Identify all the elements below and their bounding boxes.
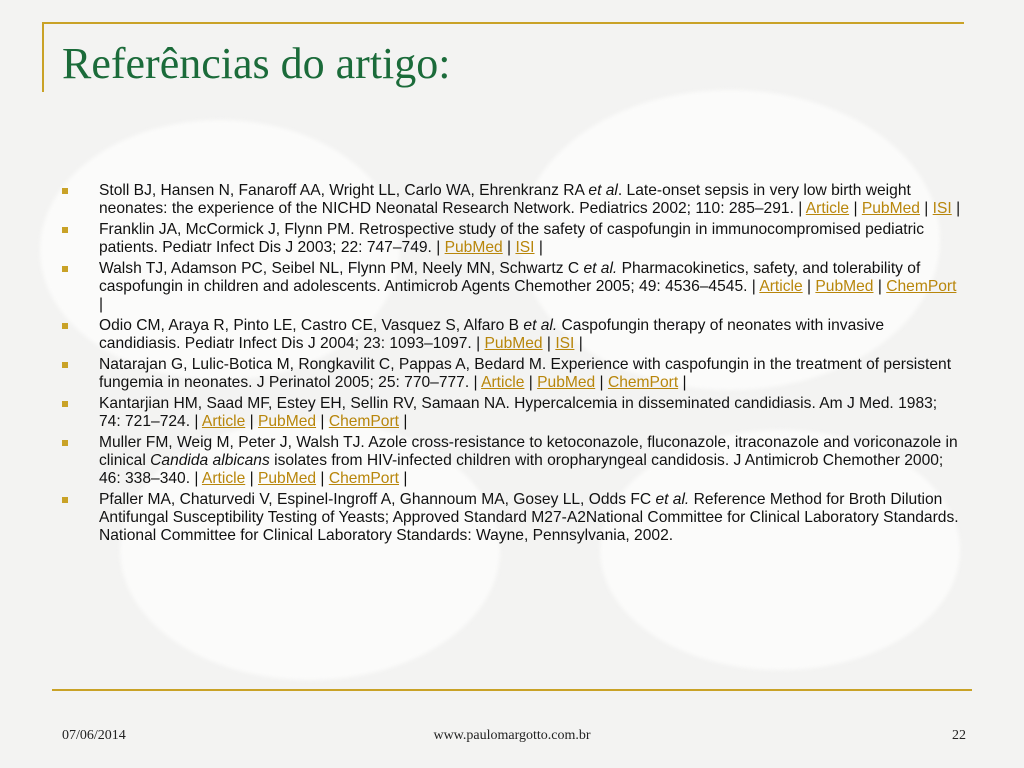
reference-italic: et al <box>588 182 618 199</box>
reference-link-chemport[interactable]: ChemPort <box>328 413 400 430</box>
reference-link-chemport[interactable]: ChemPort <box>607 374 679 391</box>
reference-item: Muller FM, Weig M, Peter J, Walsh TJ. Azole cross-resistance to ketoconazole, fluconazole, itraconazole and voriconazole in clinical Candida albicans isolates from HIV-infected children with oropharyngeal candidosis. J Antimicrob Chemother 2000; 46: 338–340. | Article | PubMed | ChemPort | <box>62 434 962 488</box>
reference-item: Natarajan G, Lulic-Botica M, Rongkavilit C, Pappas A, Bedard M. Experience with caspofungin in the treatment of persistent fungemia in neonates. J Perinatol 2005; 25: 770–777. | Article | PubMed | ChemPort | <box>62 356 962 392</box>
reference-text: isolates from HIV-infected children with oropharyngeal candidosis. J Antimicrob Chemother 2000; 46: 338–340. | <box>99 452 944 487</box>
reference-text: Reference Method for Broth Dilution Antifungal Susceptibility Testing of Yeasts; Approved Standard M27-A2National Committee for Clinical Laboratory Standards. National Committee for Clinical Laboratory Standards: Wayne, Pennsylvania, 2002. <box>99 491 959 544</box>
footer-date: 07/06/2014 <box>62 728 126 743</box>
footer-page-number: 22 <box>952 728 966 743</box>
reference-link-article[interactable]: Article <box>759 278 803 295</box>
footer-website: www.paulomargotto.com.br <box>433 728 591 743</box>
reference-item: Franklin JA, McCormick J, Flynn PM. Retrospective study of the safety of caspofungin in immunocompromised pediatric patients. Pediatr Infect Dis J 2003; 22: 747–749. | PubMed | ISI | <box>62 221 962 257</box>
reference-text: Muller FM, Weig M, Peter J, Walsh TJ. Azole cross-resistance to ketoconazole, fluconazole, itraconazole and voriconazole in clinical <box>99 434 958 469</box>
reference-link-pubmed[interactable]: PubMed <box>444 239 503 256</box>
reference-text: Walsh TJ, Adamson PC, Seibel NL, Flynn PM, Neely MN, Schwartz C <box>99 260 584 277</box>
reference-text: Pfaller MA, Chaturvedi V, Espinel-Ingroff A, Ghannoum MA, Gosey LL, Odds FC <box>99 491 656 508</box>
reference-item <box>62 491 962 545</box>
reference-item: Kantarjian HM, Saad MF, Estey EH, Sellin RV, Samaan NA. Hypercalcemia in disseminated candidiasis. Am J Med. 1983; 74: 721–724. | Article | PubMed | ChemPort | <box>62 395 962 431</box>
reference-link-pubmed[interactable]: PubMed <box>484 335 543 352</box>
bullet-icon <box>62 227 68 233</box>
reference-italic: et al. <box>655 491 690 508</box>
reference-text: Kantarjian HM, Saad MF, Estey EH, Sellin RV, Samaan NA. Hypercalcemia in disseminated candidiasis. Am J Med. 1983; 74: 721–724. | <box>99 395 938 430</box>
title-frame-horizontal <box>42 22 964 24</box>
bullet-icon <box>62 497 68 503</box>
reference-italic: et al. <box>523 317 558 334</box>
reference-text: Stoll BJ, Hansen N, Fanaroff AA, Wright LL, Carlo WA, Ehrenkranz RA <box>99 182 589 199</box>
reference-text: Caspofungin therapy of neonates with invasive candidiasis. Pediatr Infect Dis J 2004; 23: 1093–1097. | <box>99 317 885 352</box>
reference-link-article[interactable]: Article <box>201 413 246 430</box>
bullet-icon <box>62 188 68 194</box>
reference-link-pubmed[interactable]: PubMed <box>815 278 874 295</box>
bullet-icon <box>62 362 68 368</box>
reference-link-chemport[interactable]: ChemPort <box>328 470 400 487</box>
reference-italic: Candida albicans <box>150 452 270 469</box>
bullet-icon <box>62 323 68 329</box>
reference-link-article[interactable]: Article <box>481 374 525 391</box>
reference-text: Franklin JA, McCormick J, Flynn PM. Retrospective study of the safety of caspofungin in immunocompromised pediatric patients. Pediatr Infect Dis J 2003; 22: 747–749. | <box>99 221 925 256</box>
reference-link-isi[interactable]: ISI <box>515 239 535 256</box>
bullet-icon <box>62 266 68 272</box>
reference-text: . Late-onset sepsis in very low birth weight neonates: the experience of the NICHD Neonatal Research Network. Pediatrics 2002; 110: 285–291. | <box>99 182 911 217</box>
reference-link-pubmed[interactable]: PubMed <box>257 413 317 430</box>
reference-text: Odio CM, Araya R, Pinto LE, Castro CE, Vasquez S, Alfaro B <box>99 317 524 334</box>
reference-link-article[interactable]: Article <box>805 200 850 217</box>
bullet-icon <box>62 440 68 446</box>
reference-italic: et al. <box>583 260 618 277</box>
reference-list <box>62 182 962 548</box>
reference-item: Odio CM, Araya R, Pinto LE, Castro CE, Vasquez S, Alfaro B et al. Caspofungin therapy of neonates with invasive candidiasis. Pediatr Infect Dis J 2004; 23: 1093–1097. | PubMed | ISI | <box>62 317 962 353</box>
footer-divider <box>52 689 972 691</box>
reference-link-pubmed[interactable]: PubMed <box>861 200 920 217</box>
slide-title: Referências do artigo: <box>62 39 451 88</box>
reference-link-isi[interactable]: ISI <box>932 200 952 217</box>
reference-item: Walsh TJ, Adamson PC, Seibel NL, Flynn PM, Neely MN, Schwartz C et al. Pharmacokinetics, safety, and tolerability of caspofungin in children and adolescents. Antimicrob Agents Chemother 2005; 49: 4536–4545. | Article | PubMed | ChemPort | <box>62 260 962 314</box>
reference-link-chemport[interactable]: ChemPort <box>886 278 957 295</box>
reference-text: Pharmacokinetics, safety, and tolerability of caspofungin in children and adolescents. Antimicrob Agents Chemother 2005; 49: 4536–4545. | <box>99 260 921 295</box>
reference-item: Stoll BJ, Hansen N, Fanaroff AA, Wright LL, Carlo WA, Ehrenkranz RA et al. Late-onset sepsis in very low birth weight neonates: the experience of the NICHD Neonatal Research Network. Pediatrics 2002; 110: 285–291. | Article | PubMed | ISI | <box>62 182 962 218</box>
bullet-icon <box>62 401 68 407</box>
reference-text: Natarajan G, Lulic-Botica M, Rongkavilit C, Pappas A, Bedard M. Experience with caspofungin in the treatment of persistent fungemia in neonates. J Perinatol 2005; 25: 770–777. | <box>99 356 952 391</box>
reference-link-article[interactable]: Article <box>201 470 246 487</box>
title-frame-vertical <box>42 22 44 92</box>
reference-link-pubmed[interactable]: PubMed <box>537 374 596 391</box>
reference-link-isi[interactable]: ISI <box>555 335 575 352</box>
reference-link-pubmed[interactable]: PubMed <box>257 470 317 487</box>
